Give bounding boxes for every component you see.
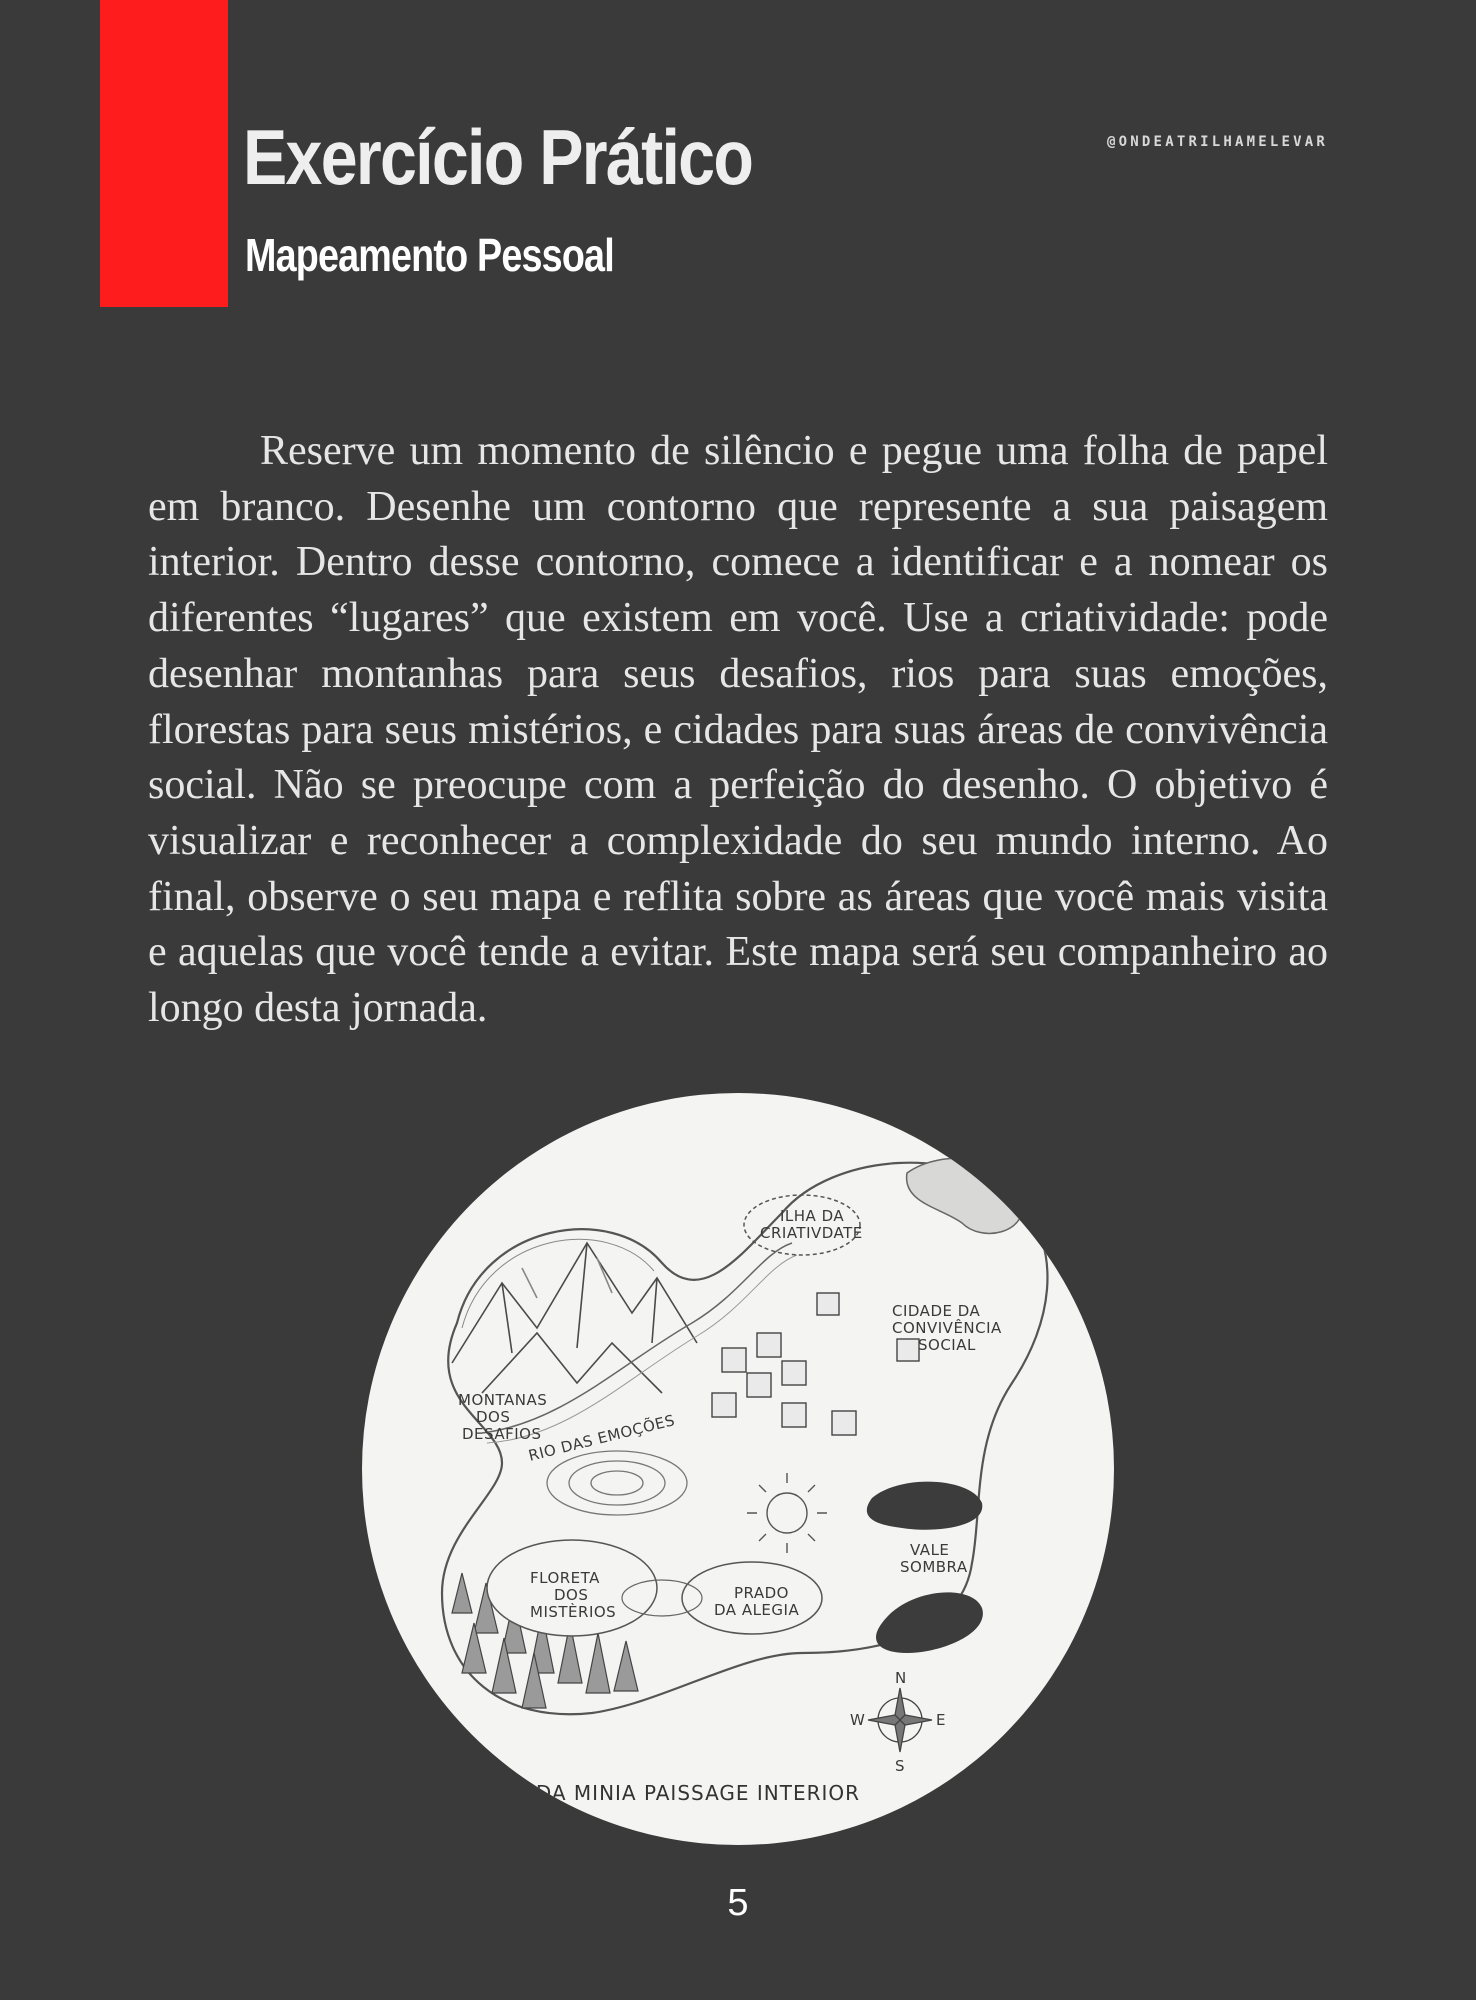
label-creativity-island: ILHA DA — [780, 1207, 845, 1225]
label-shadow-valley: VALE — [910, 1541, 950, 1559]
svg-text:MISTÈRIOS: MISTÈRIOS — [530, 1603, 617, 1621]
svg-text:DOS: DOS — [554, 1586, 589, 1604]
compass-east-label: E — [936, 1711, 946, 1729]
svg-text:DESAFIOS: DESAFIOS — [462, 1425, 542, 1443]
map-caption: PA DA MINIA PAISSAGE INTERIOR — [502, 1781, 861, 1805]
compass-west-label: W — [850, 1711, 866, 1729]
label-mountains: MONTANAS — [458, 1391, 548, 1409]
label-mystery-forest: FLORETA — [530, 1569, 600, 1587]
label-joy-meadow: PRADO — [734, 1584, 789, 1602]
svg-text:SOMBRA: SOMBRA — [900, 1558, 968, 1576]
svg-text:DOS: DOS — [476, 1408, 511, 1426]
label-river: RIO DAS EMOÇÕES — [526, 1411, 677, 1465]
city-drawing — [712, 1293, 919, 1435]
svg-text:CONVIVÊNCIA: CONVIVÊNCIA — [892, 1319, 1002, 1337]
accent-bar — [100, 0, 228, 307]
page-subtitle: Mapeamento Pessoal — [245, 229, 614, 281]
svg-text:SOCIAL: SOCIAL — [918, 1336, 976, 1354]
map-illustration — [362, 1093, 1114, 1845]
page-number: 5 — [727, 1882, 749, 1924]
svg-text:DA ALEGIA: DA ALEGIA — [714, 1601, 800, 1619]
compass-south-label: S — [895, 1757, 906, 1775]
sun-drawing — [747, 1473, 827, 1553]
compass-north-label: N — [895, 1669, 907, 1687]
label-social-city: CIDADE DA — [892, 1302, 981, 1320]
social-handle: @ONDEATRILHAMELEVAR — [1107, 134, 1328, 150]
body-paragraph: Reserve um momento de silêncio e pegue uma folha de papel em branco. Desenhe um contorno que represente a sua paisagem interior. Dentro desse contorno, comece a identificar e a nomear os diferentes “lugares” que existem em você. Use a criatividade: pode desenhar montanhas para seus desafios, rios para suas emoções, florestas para seus mistérios, e cidades para suas áreas de convivência social. Não se preocupe com a perfeição do desenho. O objetivo é visualizar e reconhecer a complexidade do seu mundo interno. Ao final, observe o seu mapa e reflita sobre as áreas que você mais visita e aquelas que você tende a evitar. Este mapa será seu companheiro ao longo desta jornada. — [148, 428, 1328, 1032]
svg-text:CRIATIVDATE: CRIATIVDATE — [760, 1224, 863, 1242]
compass-rose — [868, 1688, 932, 1752]
map-drawing — [362, 1093, 1114, 1845]
page-title: Exercício Prático — [243, 113, 753, 201]
